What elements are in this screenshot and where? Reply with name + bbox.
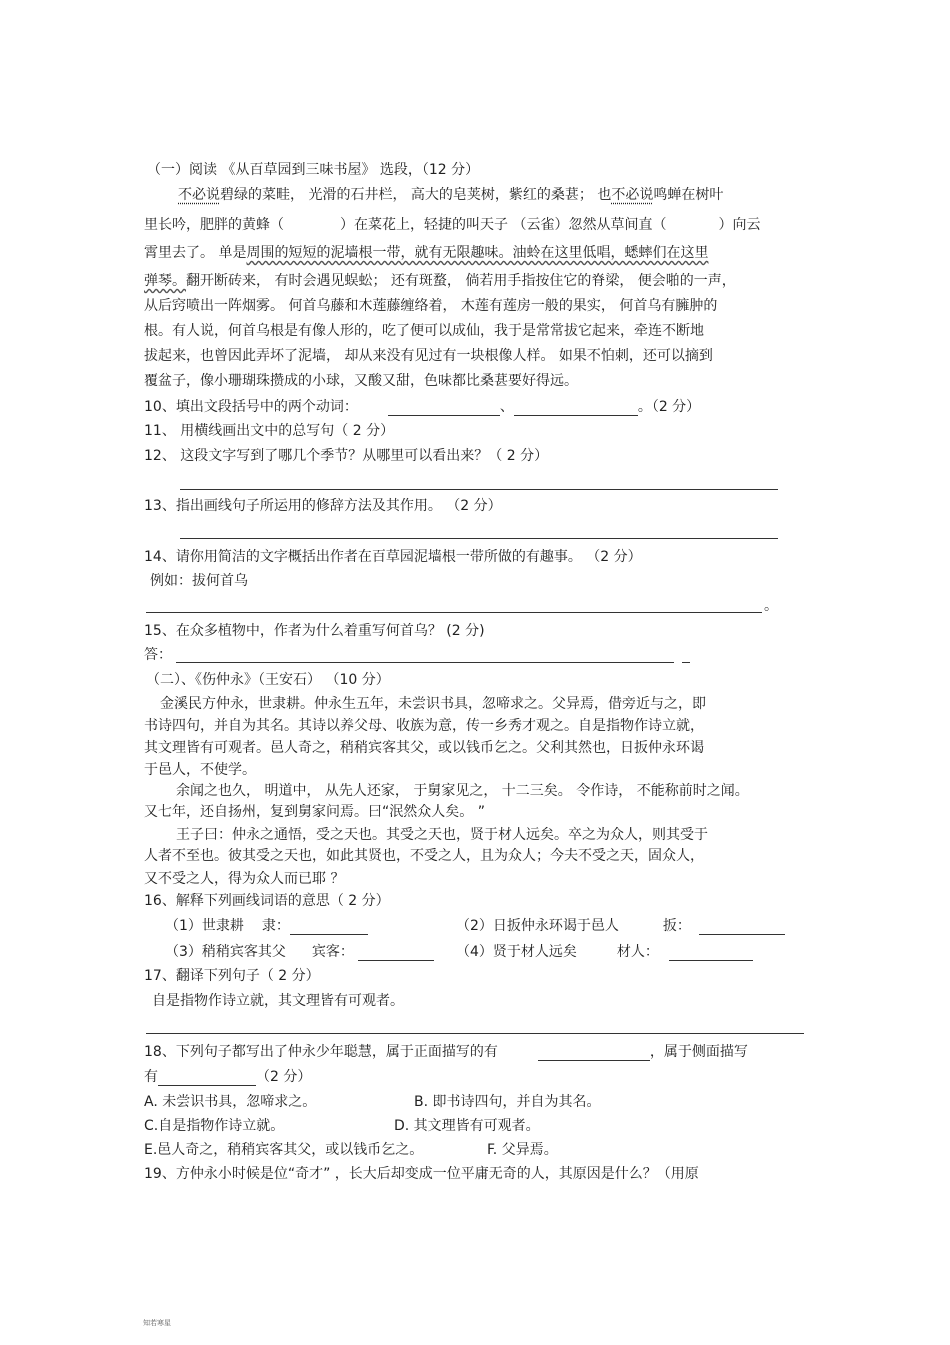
answer-blank[interactable] bbox=[290, 920, 368, 935]
option-e: E.邑人奇之，稍稍宾客其父，或以钱币乞之。 bbox=[144, 1142, 424, 1158]
answer-blank[interactable] bbox=[669, 946, 753, 961]
question-15-answer-label: 答： bbox=[144, 647, 172, 663]
section1-title: （一）阅读 《从百草园到三味书屋》 选段，（12 分） bbox=[147, 162, 480, 178]
passage2-line5: 余闻之也久， 明道中， 从先人还家， 于舅家见之， 十二三矣。 令作诗， 不能称前时之闻。 bbox=[176, 783, 749, 799]
question-16-item4: （4）贤于材人远矣 材人： bbox=[456, 943, 753, 961]
answer-blank[interactable] bbox=[514, 401, 638, 416]
passage2-line1: 金溪民方仲永，世隶耕。仲永生五年，未尝识书具，忽啼求之。父异焉，借旁近与之，即 bbox=[160, 696, 706, 712]
passage1-line1: 不必说碧绿的菜畦， 光滑的石井栏， 高大的皂荚树，紫红的桑葚； 也不必说鸣蝉在树叶 bbox=[178, 187, 724, 203]
answer-blank[interactable] bbox=[158, 1071, 256, 1086]
passage2-line4: 于邑人，不使学。 bbox=[144, 762, 256, 778]
option-a: A. 未尝识书具，忽啼求之。 bbox=[144, 1094, 317, 1110]
answer-blank[interactable] bbox=[538, 1046, 650, 1061]
answer-blank[interactable] bbox=[699, 920, 785, 935]
question-14-example: 例如：拔何首乌 bbox=[150, 573, 248, 589]
question-17-sentence: 自是指物作诗立就，其文理皆有可观者。 bbox=[152, 993, 404, 1009]
question-18-cont: 有 （2 分） bbox=[144, 1069, 312, 1085]
page-footer: 知若寒星 bbox=[143, 1319, 171, 1327]
underlined-sentence-end: 弹琴。 bbox=[144, 273, 186, 289]
question-16: 16、解释下列画线词语的意思（ 2 分） bbox=[144, 893, 390, 909]
emphasis-word: 不必说 bbox=[611, 187, 654, 203]
section2-title: （二）、《伤仲永》（王安石） （10 分） bbox=[146, 672, 390, 688]
emphasis-word: 不必说 bbox=[178, 187, 220, 203]
passage2-line9: 又不受之人，得为众人而已耶 ？ bbox=[144, 871, 345, 887]
passage1-line8: 覆盆子，像小珊瑚珠攒成的小球，又酸又甜，色味都比桑葚要好得远。 bbox=[144, 373, 578, 389]
passage2-line6: 又七年，还自扬州，复到舅家问焉。曰“泯然众人矣。 ” bbox=[144, 804, 485, 820]
passage2-line8: 人者不至也。彼其受之天也，如此其贤也，不受之人，且为众人；今夫不受之天，固众人， bbox=[144, 848, 704, 864]
question-16-item3: （3）稍稍宾客其父 宾客： bbox=[165, 943, 434, 961]
question-19: 19、方仲永小时候是位“奇才” ，长大后却变成一位平庸无奇的人，其原因是什么？（用原 bbox=[144, 1166, 699, 1182]
answer-line-tail bbox=[682, 662, 690, 663]
passage2-line7: 王子曰：仲永之通悟，受之天也。其受之天也，贤于材人远矣。卒之为众人，则其受于 bbox=[176, 827, 708, 843]
passage1-line7: 拔起来，也曾因此弄坏了泥墙， 却从来没有见过有一块根像人样。 如果不怕刺，还可以摘到 bbox=[144, 348, 713, 364]
underlined-sentence: 周围的短短的泥墙根一带，就有无限趣味。油蛉在这里低唱，蟋蟀们在这里 bbox=[246, 245, 709, 261]
answer-blank[interactable] bbox=[388, 401, 500, 416]
answer-line[interactable] bbox=[180, 489, 778, 490]
answer-line[interactable] bbox=[146, 612, 762, 613]
passage1-line4: 弹琴。翻开断砖来， 有时会遇见蜈蚣； 还有斑蝥， 倘若用手指按住它的脊梁， 便会啪的一声， bbox=[144, 273, 736, 289]
passage1-line2: 里长吟，肥胖的黄蜂（ ）在菜花上，轻捷的叫天子 （云雀）忽然从草间直（ ）向云 bbox=[144, 217, 761, 233]
option-f: F. 父异焉。 bbox=[487, 1142, 558, 1158]
passage2-line3: 其文理皆有可观者。邑人奇之，稍稍宾客其父，或以钱币乞之。父利其然也，日扳仲永环谒 bbox=[144, 740, 704, 756]
passage1-line6: 根。有人说，何首乌根是有像人形的，吃了便可以成仙，我于是常常拔它起来，牵连不断地 bbox=[144, 323, 704, 339]
passage1-line5: 从后窍喷出一阵烟雾。 何首乌藤和木莲藤缠络着， 木莲有莲房一般的果实， 何首乌有臃肿的 bbox=[144, 298, 718, 314]
option-c: C.自是指物作诗立就。 bbox=[144, 1118, 285, 1134]
question-11: 11、 用横线画出文中的总写句（ 2 分） bbox=[144, 423, 395, 439]
answer-line[interactable] bbox=[180, 538, 778, 539]
answer-line[interactable] bbox=[176, 662, 674, 663]
option-d: D. 其文理皆有可观者。 bbox=[394, 1118, 540, 1134]
passage1-line3: 霄里去了。 单是周围的短短的泥墙根一带，就有无限趣味。油蛉在这里低唱，蟋蟀们在这里 bbox=[144, 245, 709, 261]
question-16-item1: （1）世隶耕 隶： bbox=[165, 917, 368, 935]
question-13: 13、指出画线句子所运用的修辞方法及其作用。 （2 分） bbox=[144, 498, 502, 514]
answer-line[interactable] bbox=[146, 1033, 804, 1034]
question-12: 12、 这段文字写到了哪几个季节？从哪里可以看出来？（ 2 分） bbox=[144, 448, 549, 464]
option-b: B. 即书诗四句，并自为其名。 bbox=[414, 1094, 601, 1110]
question-10: 10、填出文段括号中的两个动词： 、 。（2 分） bbox=[144, 399, 701, 415]
question-16-item2: （2）日扳仲永环谒于邑人 扳： bbox=[456, 917, 785, 935]
question-14-end: 。 bbox=[764, 598, 778, 614]
passage2-line2: 书诗四句，并自为其名。其诗以养父母、收族为意，传一乡秀才观之。自是指物作诗立就， bbox=[144, 718, 704, 734]
question-14: 14、请你用简洁的文字概括出作者在百草园泥墙根一带所做的有趣事。 （2 分） bbox=[144, 549, 642, 565]
question-18: 18、下列句子都写出了仲永少年聪慧，属于正面描写的有 ，属于侧面描写 bbox=[144, 1044, 748, 1060]
question-15: 15、在众多植物中，作者为什么着重写何首乌？ (2 分) bbox=[144, 623, 485, 639]
answer-blank[interactable] bbox=[358, 946, 434, 961]
question-17: 17、翻译下列句子（ 2 分） bbox=[144, 968, 320, 984]
